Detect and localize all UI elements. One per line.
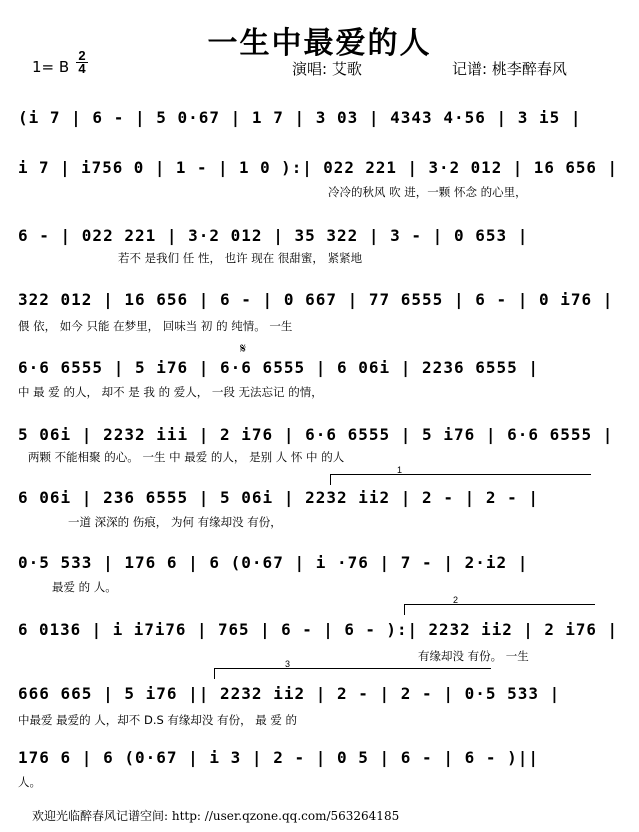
volta-number: 1 xyxy=(397,465,403,475)
lyric-line: 冷冷的秋风 吹 进，一颗 怀念 的心里， xyxy=(328,185,527,199)
volta-number: 3 xyxy=(285,659,291,669)
lyric-line: 中最爱 最爱的 人，却不 D.S 有缘却没 有份， 最 爱 的 xyxy=(18,713,298,727)
lyric-line: 两颗 不能相聚 的心。 一生 中 最爱 的人， 是别 人 怀 中 的人 xyxy=(28,450,345,464)
volta-bracket-3 xyxy=(214,659,491,679)
notation-line: 5 06i | 2232 iii | 2 i76 | 6·6 6555 | 5 i76 | 6·6 6555 | xyxy=(18,425,614,444)
footer-link-text: 欢迎光临醉春风记谱空间: http: //user.qzone.qq.com/563264185 xyxy=(32,809,400,823)
key-signature: 1= B xyxy=(32,58,70,76)
notation-line: 322 012 | 16 656 | 6 - | 0 667 | 77 6555 | 6 - | 0 i76 | xyxy=(18,290,614,309)
volta-number: 2 xyxy=(453,595,459,605)
notation-line: (i 7 | 6 - | 5 0·67 | 1 7 | 3 03 | 4343 4·56 | 3 i5 | xyxy=(18,108,582,127)
notation-line: 176 6 | 6 (0·67 | i 3 | 2 - | 0 5 | 6 - | 6 - )|| xyxy=(18,748,540,767)
volta-bracket-1 xyxy=(330,465,591,485)
time-signature xyxy=(76,50,88,75)
lyric-line: 偎 依， 如今 只能 在梦里， 回味当 初 的 纯情。 一生 xyxy=(18,319,293,333)
notation-line: 6·6 6555 | 5 i76 | 6·6 6555 | 6 06i | 2236 6555 | xyxy=(18,358,540,377)
notation-line: 6 - | 022 221 | 3·2 012 | 35 322 | 3 - | 0 653 | xyxy=(18,226,529,245)
lyric-line: 中 最 爱 的人， 却不 是 我 的 爱人， 一段 无法忘记 的情， xyxy=(18,385,323,399)
notation-line: 0·5 533 | 176 6 | 6 (0·67 | i ·76 | 7 - | 2·i2 | xyxy=(18,553,529,572)
lyric-line: 有缘却没 有份。 一生 xyxy=(418,649,529,663)
transcriber-credit: 记谱: 桃李醉春风 xyxy=(452,60,567,78)
lyric-line: 最爱 的 人。 xyxy=(52,580,117,594)
lyric-line: 若不 是我们 任 性， 也许 现在 很甜蜜， 紧紧地 xyxy=(118,251,363,265)
singer-credit: 演唱: 艾歌 xyxy=(292,60,362,78)
segno-sign: 𝄋 xyxy=(240,340,247,356)
notation-line: 6 0136 | i i7i76 | 765 | 6 - | 6 - ):| 2232 ii2 | 2 i76 | xyxy=(18,620,619,639)
notation-line: i 7 | i756 0 | 1 - | 1 0 ):| 022 221 | 3·2 012 | 16 656 | xyxy=(18,158,619,177)
time-signature-top: 2 xyxy=(78,48,86,63)
notation-line: 6 06i | 236 6555 | 5 06i | 2232 ii2 | 2 - | 2 - | xyxy=(18,488,540,507)
lyric-line: 人。 xyxy=(18,775,41,789)
time-signature-bottom: 4 xyxy=(76,62,88,75)
lyric-line: 一道 深深的 伤痕， 为何 有缘却没 有份， xyxy=(68,515,282,529)
song-title: 一生中最爱的人 xyxy=(207,26,432,61)
volta-bracket-2 xyxy=(404,595,595,615)
notation-line: 666 665 | 5 i76 || 2232 ii2 | 2 - | 2 - | 0·5 533 | xyxy=(18,684,561,703)
